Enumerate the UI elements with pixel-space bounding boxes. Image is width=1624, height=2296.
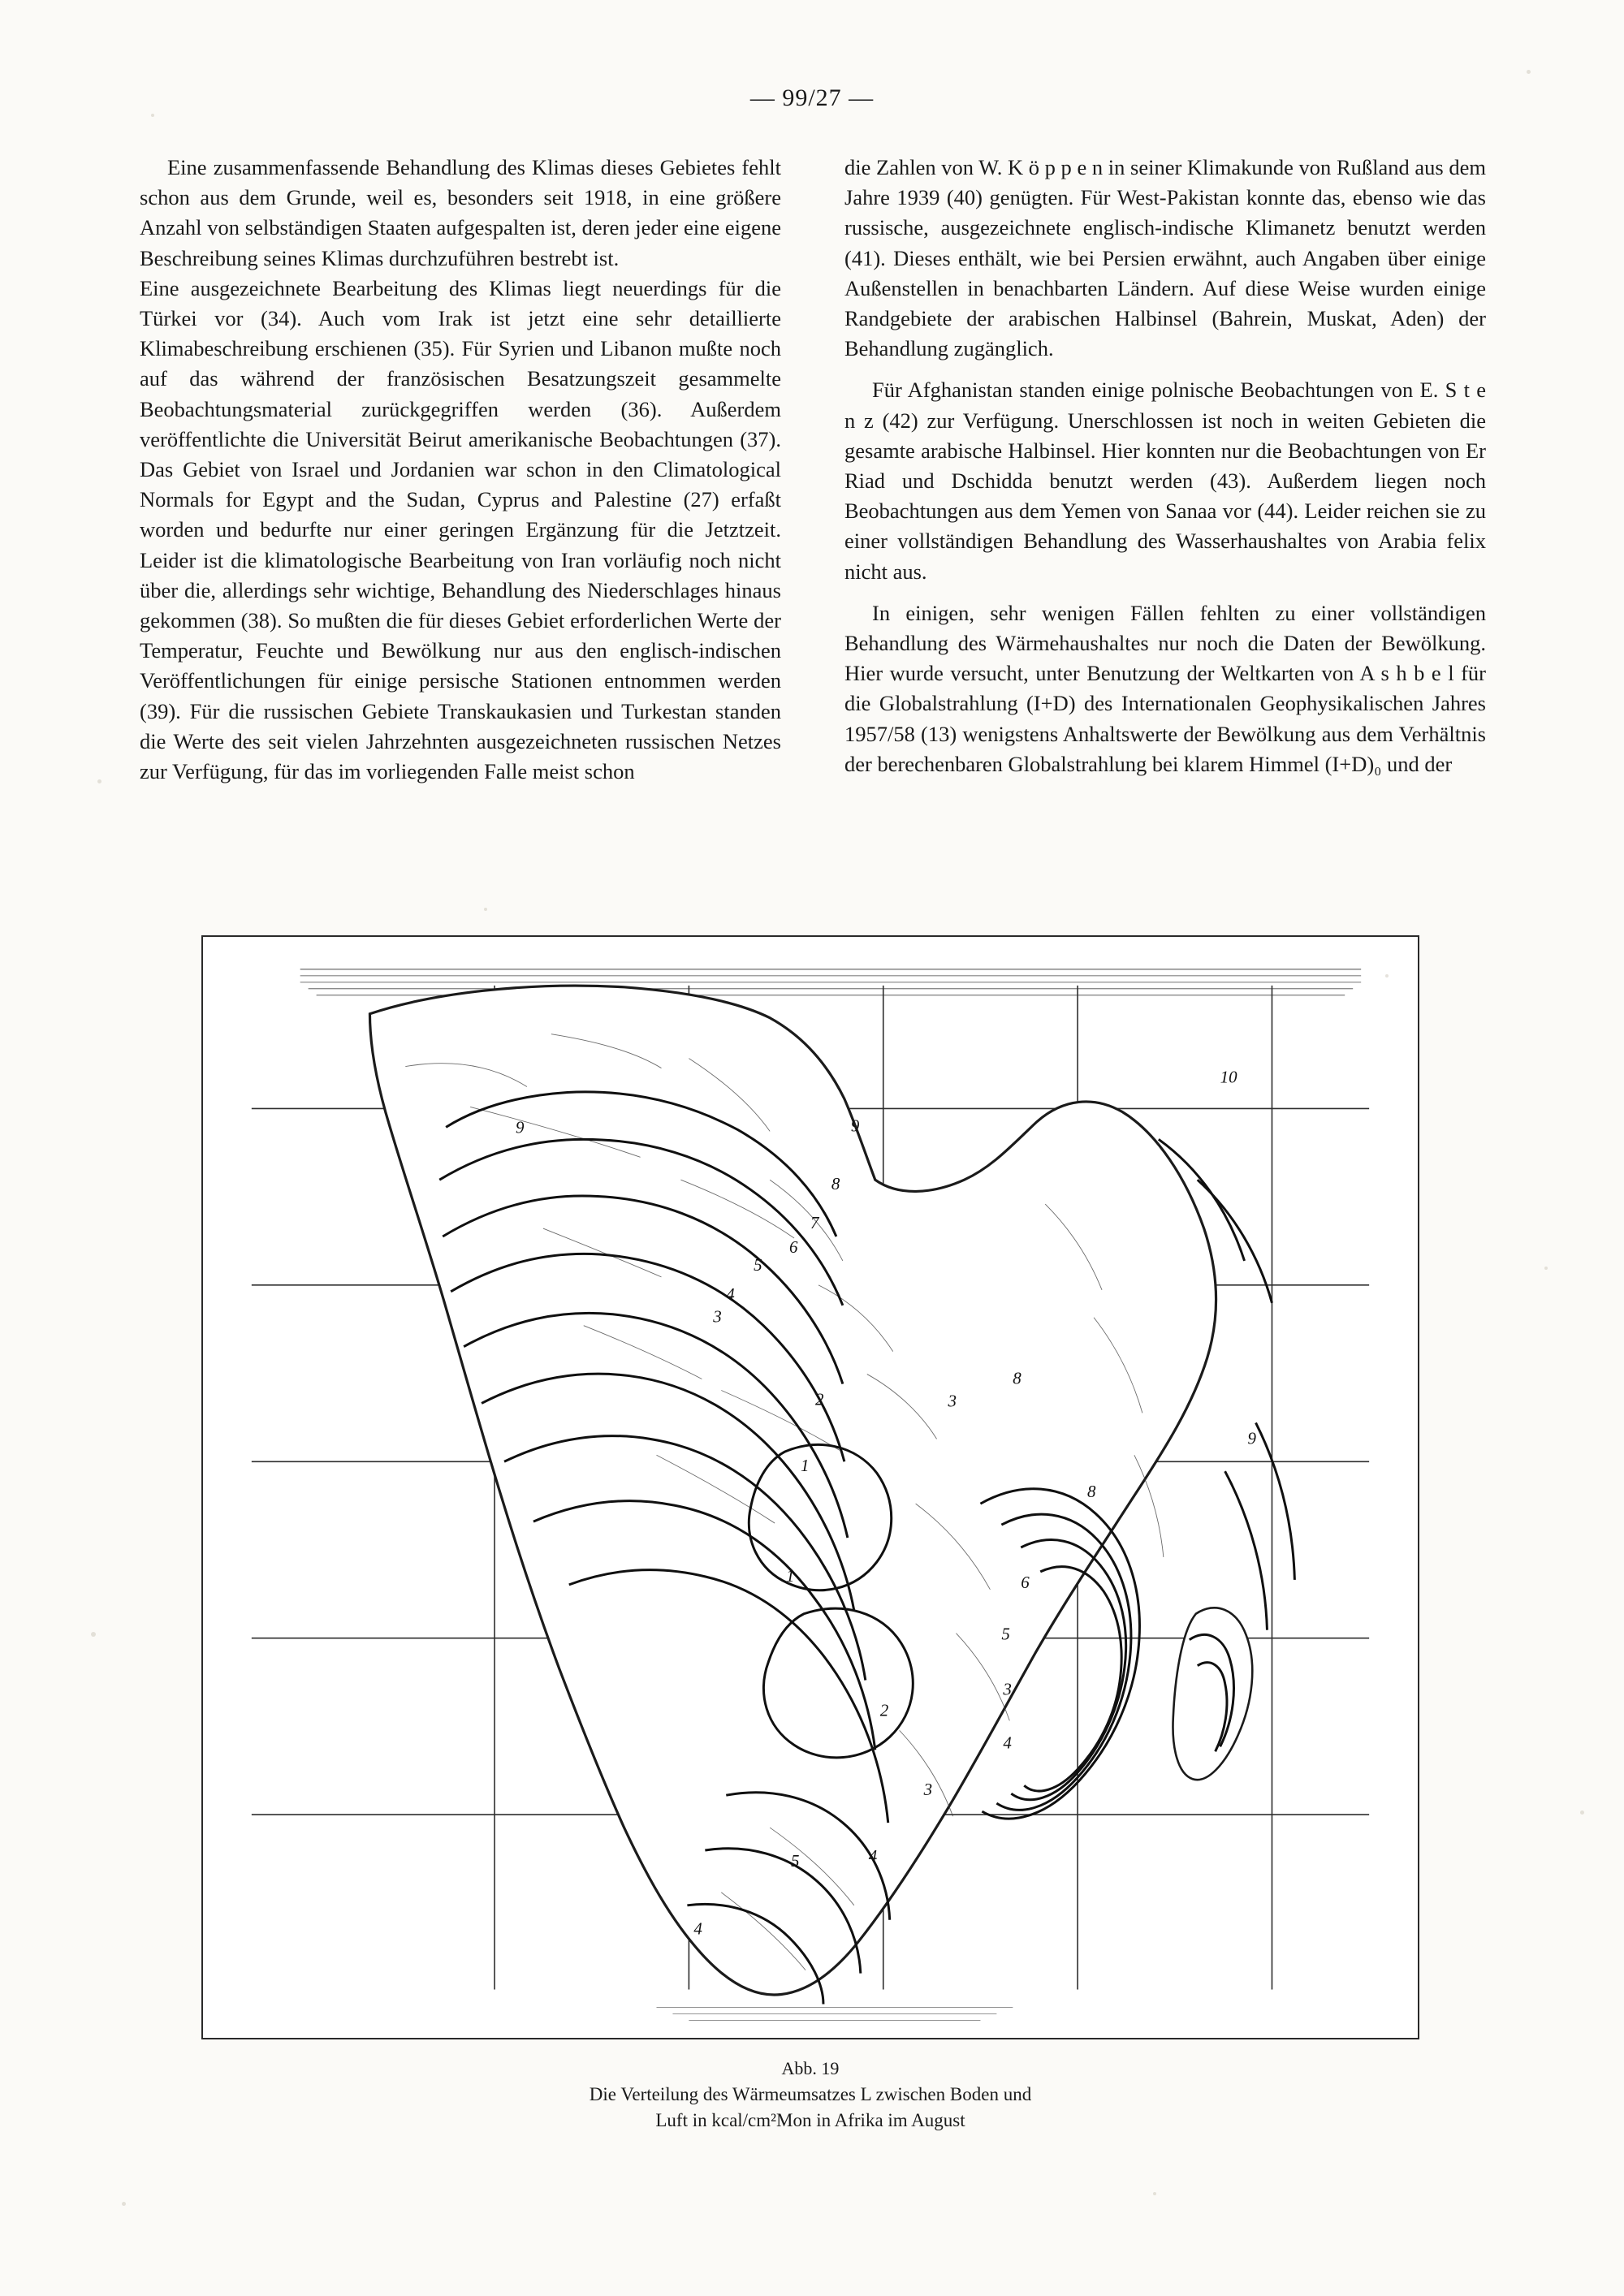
contour-label: 9 [850,1116,860,1136]
contour-label: 9 [1247,1428,1257,1448]
paper-speckle [151,114,154,117]
right-column [844,153,1486,787]
contour-label: 6 [1021,1572,1030,1592]
figure-caption-line1: Die Verteilung des Wärmeumsatzes L zwischen Boden und [589,2084,1032,2104]
contour-label: 4 [693,1918,702,1939]
figure-caption-line2: Luft in kcal/cm²Mon in Afrika im August [655,2110,965,2130]
figure-africa-heat-map [201,935,1419,2039]
ocean-hatching [300,969,1361,995]
contour-label: 7 [810,1213,819,1233]
contour-label: 9 [515,1117,525,1137]
contour-label: 3 [713,1306,722,1327]
figure-frame [201,935,1419,2039]
contour-label: 3 [923,1780,933,1800]
paper-speckle [91,1632,96,1637]
contour-label: 5 [754,1254,762,1275]
figure-number: Abb. 19 [781,2058,840,2078]
contour-label: 5 [791,1850,800,1871]
contour-label: 8 [831,1174,840,1194]
paragraph: In einigen, sehr wenigen Fällen fehlten zu einer vollständigen Behandlung des Wärmehaushaltes nur noch die Daten der Bewölkung. Hier wurde versucht, unter Benutzung der Weltkarten von A s h b e l für die Globalstrahlung (I+D) des Internationalen Geophysikalischen Jahres 1957/58 (13) wenigstens Anhaltswerte der Bewölkung aus dem Verhältnis der berechenbaren Globalstrahlung bei klarem Himmel (I+D)₀ und der [844,600,1486,776]
paper-speckle [122,2202,126,2206]
paragraph: Eine ausgezeichnete Bearbeitung des Klimas liegt neuerdings für die Türkei vor (34). Auch vom Irak ist jetzt eine sehr detaillierte Klimabeschreibung erschienen (35). Für Syrien und Libanon mußte noch auf das während der französischen Besatzungszeit gesammelte Beobachtungsmaterial zurückgegriffen werden (36). Außerdem veröffentlichte die Universität Beirut amerikanische Beobachtungen (37). Das Gebiet von Israel und Jordanien war schon in den Climatological Normals for Egypt and the Sudan, Cyprus and Palestine (27) erfaßt worden und bedurfte nur einer geringen Ergänzung für die Jetztzeit. Leider ist die klimatologische Bearbeitung von Iran vorläufig noch nicht über die, allerdings sehr wichtige, Behandlung des Niederschlages hinaus gekommen (38). So mußten die für dieses Gebiet erforderlichen Werte der Temperatur, Feuchte und Bewölkung nur aus den englisch-indischen Veröffentlichungen für einige persische Stationen entnommen werden (39). Für die russischen Gebiete Transkaukasien und Turkestan standen die Werte des seit vielen Jahrzehnten ausgezeichneten russischen Netzes zur Verfügung, für das im vorliegenden Falle meist schon [140,275,781,784]
figure-caption [201,2056,1419,2134]
paragraph: die Zahlen von W. K ö p p e n in seiner Klimakunde von Rußland aus dem Jahre 1939 (40) genügten. Für West-Pakistan konnte das, ebenso wie das russische, ausgezeichnete englisch-indische Klimanetz benutzt werden (41). Dieses enthält, wie bei Persien erwähnt, auch Angaben über einige Außenstellen in benachbarten Ländern. Auf diese Weise wurden einige Randgebiete der arabischen Halbinsel (Bahrein, Muskat, Aden) der Behandlung zugänglich. [844,155,1486,361]
paper-speckle [1544,1267,1548,1270]
paper-speckle [1580,1810,1584,1815]
paragraph: Eine zusammenfassende Behandlung des Klimas dieses Gebietes fehlt schon aus dem Grunde, weil es, besonders seit 1918, in eine größere Anzahl von selbständigen Staaten aufgespalten ist, deren jeder eine eigene Beschreibung seines Klimas durchzuführen bestrebt ist. [140,155,781,270]
africa-contour-map [203,937,1418,2038]
contour-label: 6 [789,1236,798,1257]
text-columns [140,153,1488,787]
contour-label: 2 [814,1389,824,1409]
contour-label: 10 [1220,1067,1237,1087]
contour-label: 5 [1001,1624,1010,1644]
south-ocean-hatching [657,2007,1013,2020]
paper-speckle [97,779,102,783]
africa-coastline [369,986,1252,1995]
paper-speckle [1153,2192,1156,2195]
left-column [140,153,781,787]
page-number: — 99/27 — [749,84,875,111]
contour-label: 8 [1013,1368,1021,1388]
contour-label: 3 [1003,1679,1012,1699]
contour-label: 2 [879,1700,889,1720]
paper-speckle [1385,974,1389,978]
contour-label: 8 [1087,1482,1096,1502]
contour-label: 4 [726,1284,735,1304]
contour-label: 4 [868,1845,878,1866]
contour-label: 4 [1003,1733,1012,1753]
contour-label: 1 [786,1565,795,1586]
paper-speckle [1527,70,1531,74]
paper-speckle [484,908,487,911]
contour-label: 3 [948,1391,957,1411]
paragraph: Für Afghanistan standen einige polnische Beobachtungen von E. S t e n z (42) zur Verfügung. Unerschlossen ist noch in weiten Gebieten die gesamte arabische Halbinsel. Hier konnten nur die Beobachtungen von Er Riad und Dschidda benutzt werden (43). Außerdem liegen noch Beobachtungen aus dem Yemen von Sanaa vor (44). Leider reichen sie zu einer vollständigen Behandlung des Wasserhaushaltes von Arabia felix nicht aus. [844,378,1486,584]
contour-label: 1 [801,1456,810,1476]
